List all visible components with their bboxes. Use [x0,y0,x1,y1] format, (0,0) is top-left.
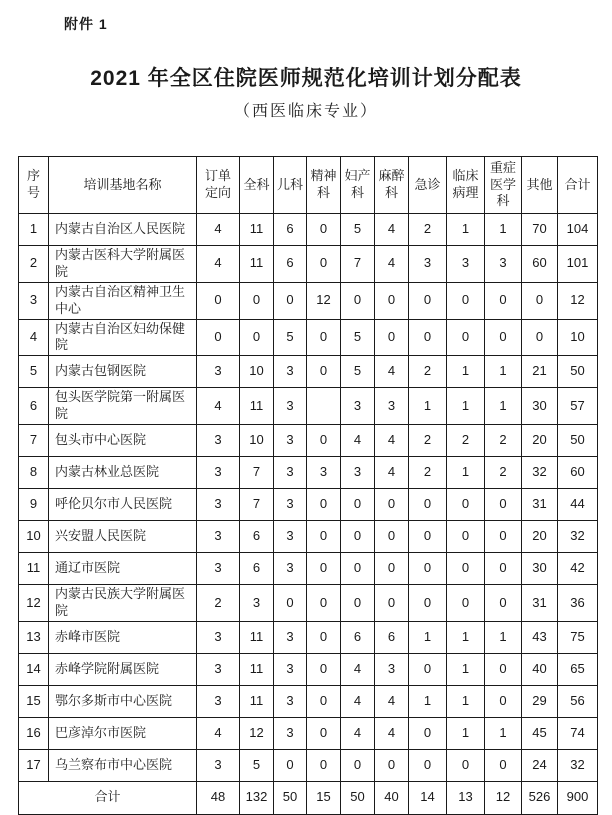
value-cell: 0 [409,282,447,319]
value-cell: 0 [197,282,240,319]
row-number-cell: 17 [19,749,49,781]
value-cell: 0 [485,319,522,356]
value-cell: 0 [485,653,522,685]
value-cell: 4 [341,685,375,717]
value-cell: 10 [558,319,598,356]
value-cell: 32 [558,521,598,553]
column-header-6: 精神科 [307,157,341,214]
value-cell: 1 [485,214,522,246]
value-cell: 29 [522,685,558,717]
table-row [19,489,598,521]
value-cell: 3 [274,425,307,457]
value-cell: 0 [307,653,341,685]
value-cell: 4 [197,717,240,749]
value-cell: 1 [485,388,522,425]
value-cell: 0 [375,553,409,585]
value-cell: 3 [197,653,240,685]
value-cell: 6 [240,553,274,585]
column-header-12: 其他 [522,157,558,214]
row-number-cell: 1 [19,214,49,246]
value-cell: 3 [197,621,240,653]
value-cell: 0 [447,585,485,622]
value-cell: 12 [558,282,598,319]
value-cell: 0 [341,282,375,319]
value-cell: 3 [274,457,307,489]
column-header-9: 急诊 [409,157,447,214]
value-cell: 11 [240,388,274,425]
hospital-name-cell: 内蒙古自治区妇幼保健院 [49,319,197,356]
value-cell: 0 [307,685,341,717]
value-cell: 0 [307,489,341,521]
value-cell: 3 [375,653,409,685]
value-cell: 70 [522,214,558,246]
table-row [19,282,598,319]
value-cell: 3 [197,489,240,521]
table-row [19,585,598,622]
value-cell: 31 [522,489,558,521]
hospital-name-cell: 鄂尔多斯市中心医院 [49,685,197,717]
value-cell: 3 [197,356,240,388]
value-cell: 3 [274,553,307,585]
column-header-10: 临床病理 [447,157,485,214]
value-cell: 0 [409,585,447,622]
value-cell: 2 [197,585,240,622]
value-cell: 45 [522,717,558,749]
value-cell: 11 [240,685,274,717]
value-cell: 74 [558,717,598,749]
hospital-name-cell: 包头医学院第一附属医院 [49,388,197,425]
total-value-cell: 48 [197,781,240,814]
table-row [19,749,598,781]
value-cell: 4 [197,246,240,283]
value-cell: 2 [409,214,447,246]
value-cell: 0 [375,749,409,781]
table-row [19,717,598,749]
value-cell: 0 [240,319,274,356]
column-header-8: 麻醉科 [375,157,409,214]
value-cell: 4 [375,685,409,717]
value-cell: 0 [485,282,522,319]
value-cell: 7 [240,489,274,521]
value-cell: 20 [522,521,558,553]
value-cell: 3 [341,388,375,425]
value-cell [307,388,341,425]
value-cell: 4 [375,457,409,489]
value-cell: 5 [274,319,307,356]
value-cell: 10 [240,356,274,388]
value-cell: 4 [197,214,240,246]
value-cell: 0 [307,621,341,653]
row-number-cell: 5 [19,356,49,388]
value-cell: 65 [558,653,598,685]
value-cell: 0 [375,282,409,319]
row-number-cell: 11 [19,553,49,585]
value-cell: 0 [307,521,341,553]
value-cell: 2 [485,425,522,457]
value-cell: 40 [522,653,558,685]
total-value-cell: 50 [341,781,375,814]
value-cell: 0 [409,489,447,521]
row-number-cell: 4 [19,319,49,356]
table-row [19,246,598,283]
column-header-2: 培训基地名称 [49,157,197,214]
value-cell: 0 [307,749,341,781]
value-cell: 3 [197,749,240,781]
value-cell: 0 [409,553,447,585]
value-cell: 1 [447,356,485,388]
value-cell: 6 [240,521,274,553]
value-cell: 30 [522,553,558,585]
value-cell: 0 [447,489,485,521]
value-cell: 60 [558,457,598,489]
value-cell: 0 [409,521,447,553]
row-number-cell: 15 [19,685,49,717]
table-row [19,685,598,717]
value-cell: 0 [447,319,485,356]
value-cell: 1 [447,717,485,749]
value-cell: 4 [375,425,409,457]
value-cell: 12 [240,717,274,749]
value-cell: 0 [307,214,341,246]
column-header-3: 订单定向 [197,157,240,214]
value-cell: 0 [307,246,341,283]
value-cell: 10 [240,425,274,457]
table-row [19,521,598,553]
value-cell: 104 [558,214,598,246]
row-number-cell: 8 [19,457,49,489]
value-cell: 3 [409,246,447,283]
value-cell: 0 [197,319,240,356]
allocation-table [18,156,598,815]
value-cell: 0 [341,553,375,585]
table-row [19,425,598,457]
total-value-cell: 13 [447,781,485,814]
value-cell: 5 [341,356,375,388]
hospital-name-cell: 赤峰市医院 [49,621,197,653]
row-number-cell: 7 [19,425,49,457]
value-cell: 0 [485,585,522,622]
value-cell: 32 [558,749,598,781]
value-cell: 0 [485,749,522,781]
value-cell: 0 [409,749,447,781]
value-cell: 4 [375,214,409,246]
value-cell: 3 [375,388,409,425]
value-cell: 4 [197,388,240,425]
value-cell: 5 [341,214,375,246]
total-value-cell: 12 [485,781,522,814]
value-cell: 3 [197,457,240,489]
value-cell: 20 [522,425,558,457]
value-cell: 0 [341,521,375,553]
value-cell: 0 [307,717,341,749]
value-cell: 0 [522,319,558,356]
value-cell: 42 [558,553,598,585]
value-cell: 3 [240,585,274,622]
value-cell: 1 [409,621,447,653]
value-cell: 3 [197,521,240,553]
value-cell: 4 [375,717,409,749]
row-number-cell: 13 [19,621,49,653]
value-cell: 11 [240,653,274,685]
value-cell: 4 [375,246,409,283]
table-row [19,319,598,356]
value-cell: 0 [375,585,409,622]
value-cell: 1 [447,685,485,717]
hospital-name-cell: 兴安盟人民医院 [49,521,197,553]
row-number-cell: 12 [19,585,49,622]
value-cell: 2 [485,457,522,489]
value-cell: 6 [274,246,307,283]
value-cell: 3 [485,246,522,283]
value-cell: 0 [409,717,447,749]
value-cell: 0 [274,585,307,622]
value-cell: 32 [522,457,558,489]
row-number-cell: 3 [19,282,49,319]
column-header-5: 儿科 [274,157,307,214]
hospital-name-cell: 内蒙古林业总医院 [49,457,197,489]
row-number-cell: 2 [19,246,49,283]
value-cell: 0 [375,521,409,553]
value-cell: 1 [447,457,485,489]
total-value-cell: 900 [558,781,598,814]
value-cell: 1 [485,356,522,388]
table-row [19,388,598,425]
value-cell: 1 [447,653,485,685]
value-cell: 3 [274,521,307,553]
value-cell: 1 [409,388,447,425]
table-row [19,553,598,585]
table-row [19,214,598,246]
value-cell: 3 [274,489,307,521]
value-cell: 0 [522,282,558,319]
value-cell: 30 [522,388,558,425]
value-cell: 3 [274,356,307,388]
value-cell: 4 [341,717,375,749]
value-cell: 11 [240,621,274,653]
value-cell: 57 [558,388,598,425]
total-value-cell: 132 [240,781,274,814]
column-header-7: 妇产科 [341,157,375,214]
value-cell: 4 [341,653,375,685]
value-cell: 7 [341,246,375,283]
value-cell: 0 [447,282,485,319]
value-cell: 60 [522,246,558,283]
row-number-cell: 14 [19,653,49,685]
document-title: 2021 年全区住院医师规范化培训计划分配表 [90,67,522,90]
value-cell: 50 [558,425,598,457]
value-cell: 0 [447,521,485,553]
value-cell: 0 [341,585,375,622]
value-cell: 7 [240,457,274,489]
value-cell: 1 [447,214,485,246]
value-cell: 0 [485,521,522,553]
value-cell: 3 [197,553,240,585]
value-cell: 36 [558,585,598,622]
value-cell: 1 [485,621,522,653]
value-cell: 0 [240,282,274,319]
value-cell: 4 [341,425,375,457]
value-cell: 21 [522,356,558,388]
table-row [19,621,598,653]
hospital-name-cell: 内蒙古包钢医院 [49,356,197,388]
row-number-cell: 9 [19,489,49,521]
value-cell: 0 [307,356,341,388]
total-row [19,781,598,814]
value-cell: 3 [447,246,485,283]
value-cell: 2 [409,457,447,489]
value-cell: 3 [307,457,341,489]
value-cell: 2 [447,425,485,457]
value-cell: 0 [341,489,375,521]
value-cell: 0 [274,282,307,319]
value-cell: 1 [447,621,485,653]
document-subtitle: （西医临床专业） [233,103,378,120]
value-cell: 3 [274,653,307,685]
value-cell: 2 [409,356,447,388]
value-cell: 0 [409,319,447,356]
value-cell: 24 [522,749,558,781]
total-value-cell: 50 [274,781,307,814]
value-cell: 0 [447,749,485,781]
value-cell: 0 [307,553,341,585]
hospital-name-cell: 乌兰察布市中心医院 [49,749,197,781]
row-number-cell: 10 [19,521,49,553]
value-cell: 1 [409,685,447,717]
total-value-cell: 526 [522,781,558,814]
value-cell: 12 [307,282,341,319]
hospital-name-cell: 赤峰学院附属医院 [49,653,197,685]
value-cell: 3 [341,457,375,489]
hospital-name-cell: 内蒙古医科大学附属医院 [49,246,197,283]
value-cell: 3 [197,685,240,717]
value-cell: 3 [274,388,307,425]
value-cell: 1 [447,388,485,425]
attachment-label: 附件 1 [64,16,108,32]
value-cell: 2 [409,425,447,457]
row-number-cell: 16 [19,717,49,749]
value-cell: 0 [485,553,522,585]
column-header-11: 重症医学科 [485,157,522,214]
value-cell: 4 [375,356,409,388]
value-cell: 5 [341,319,375,356]
value-cell: 0 [307,585,341,622]
value-cell: 31 [522,585,558,622]
value-cell: 56 [558,685,598,717]
value-cell: 11 [240,214,274,246]
total-value-cell: 40 [375,781,409,814]
row-number-cell: 6 [19,388,49,425]
value-cell: 0 [485,489,522,521]
value-cell: 3 [274,621,307,653]
value-cell: 0 [274,749,307,781]
value-cell: 0 [307,319,341,356]
column-header-1: 序号 [19,157,49,214]
value-cell: 0 [447,553,485,585]
column-header-13: 合计 [558,157,598,214]
total-value-cell: 14 [409,781,447,814]
total-value-cell: 15 [307,781,341,814]
value-cell: 50 [558,356,598,388]
table-row [19,653,598,685]
value-cell: 0 [375,489,409,521]
value-cell: 6 [274,214,307,246]
table-row [19,356,598,388]
hospital-name-cell: 通辽市医院 [49,553,197,585]
value-cell: 43 [522,621,558,653]
hospital-name-cell: 巴彦淖尔市医院 [49,717,197,749]
value-cell: 0 [485,685,522,717]
value-cell: 3 [197,425,240,457]
value-cell: 1 [485,717,522,749]
hospital-name-cell: 内蒙古自治区精神卫生中心 [49,282,197,319]
value-cell: 0 [375,319,409,356]
value-cell: 3 [274,685,307,717]
value-cell: 6 [375,621,409,653]
value-cell: 101 [558,246,598,283]
hospital-name-cell: 内蒙古自治区人民医院 [49,214,197,246]
value-cell: 44 [558,489,598,521]
value-cell: 75 [558,621,598,653]
value-cell: 5 [240,749,274,781]
total-label-cell: 合计 [19,781,197,814]
hospital-name-cell: 包头市中心医院 [49,425,197,457]
column-header-4: 全科 [240,157,274,214]
value-cell: 0 [409,653,447,685]
table-row [19,457,598,489]
value-cell: 0 [341,749,375,781]
value-cell: 6 [341,621,375,653]
hospital-name-cell: 内蒙古民族大学附属医院 [49,585,197,622]
value-cell: 3 [274,717,307,749]
table-header-row [19,157,598,214]
value-cell: 11 [240,246,274,283]
value-cell: 0 [307,425,341,457]
hospital-name-cell: 呼伦贝尔市人民医院 [49,489,197,521]
